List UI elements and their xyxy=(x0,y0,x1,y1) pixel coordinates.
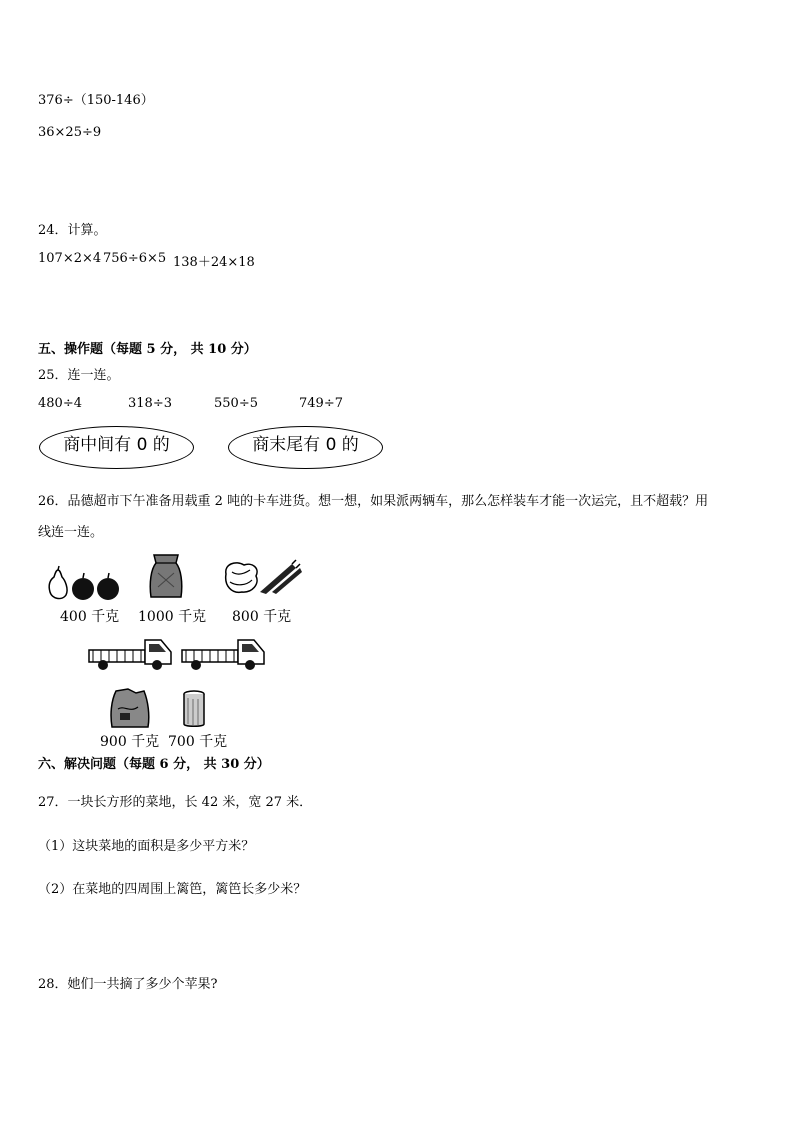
ellipse-end-zero-label: 商末尾有 0 的 xyxy=(252,435,359,455)
question-28-title: 28．她们一共摘了多少个苹果? xyxy=(38,977,218,992)
ellipse-middle-zero[interactable] xyxy=(39,426,194,469)
q25-expr-3: 550÷5 xyxy=(214,396,258,411)
goods-label-400: 400 千克 xyxy=(60,609,120,625)
ellipse-middle-zero-label: 商中间有 0 的 xyxy=(63,435,170,455)
grain-sack-icon xyxy=(148,553,184,599)
q25-expr-4: 749÷7 xyxy=(299,396,343,411)
question-27-title: 27．一块长方形的菜地，长 42 米，宽 27 米． xyxy=(38,795,313,810)
section-6-heading: 六、解决问题（每题 6 分， 共 30 分） xyxy=(38,757,270,772)
q24-expr-1: 107×2×4 xyxy=(38,251,102,266)
vegetables-icon xyxy=(222,560,302,596)
question-26-line-1: 26．品德超市下午准备用载重 2 吨的卡车进货。想一想，如果派两辆车，那么怎样装车才能一次运完，且不超载？用 xyxy=(38,494,709,509)
goods-label-800: 800 千克 xyxy=(232,609,292,625)
section-5-heading: 五、操作题（每题 5 分， 共 10 分） xyxy=(38,342,257,357)
pear-apples-icon xyxy=(48,568,122,602)
barrel-icon xyxy=(182,690,206,728)
q24-expr-2: 756÷6×5 xyxy=(103,251,167,266)
q25-expr-1: 480÷4 xyxy=(38,396,82,411)
question-26-line-2: 线连一连。 xyxy=(38,525,104,540)
question-27-part-2: （2）在菜地的四周围上篱笆，篱笆长多少米？ xyxy=(38,882,307,897)
q24-expr-3: 138＋24×18 xyxy=(173,255,255,270)
truck-icon[interactable] xyxy=(87,636,175,672)
expression-1: 376÷（150-146） xyxy=(38,93,154,108)
truck-icon[interactable] xyxy=(180,636,268,672)
goods-label-700: 700 千克 xyxy=(168,734,228,750)
expression-2: 36×25÷9 xyxy=(38,125,102,140)
q25-expr-2: 318÷3 xyxy=(128,396,172,411)
question-24-title: 24．计算。 xyxy=(38,223,107,238)
flour-sack-icon xyxy=(108,687,152,729)
question-27-part-1: （1）这块菜地的面积是多少平方米？ xyxy=(38,839,255,854)
goods-label-900: 900 千克 xyxy=(100,734,160,750)
ellipse-end-zero[interactable] xyxy=(228,426,383,469)
goods-label-1000: 1000 千克 xyxy=(138,609,207,625)
question-25-title: 25．连一连。 xyxy=(38,368,120,383)
